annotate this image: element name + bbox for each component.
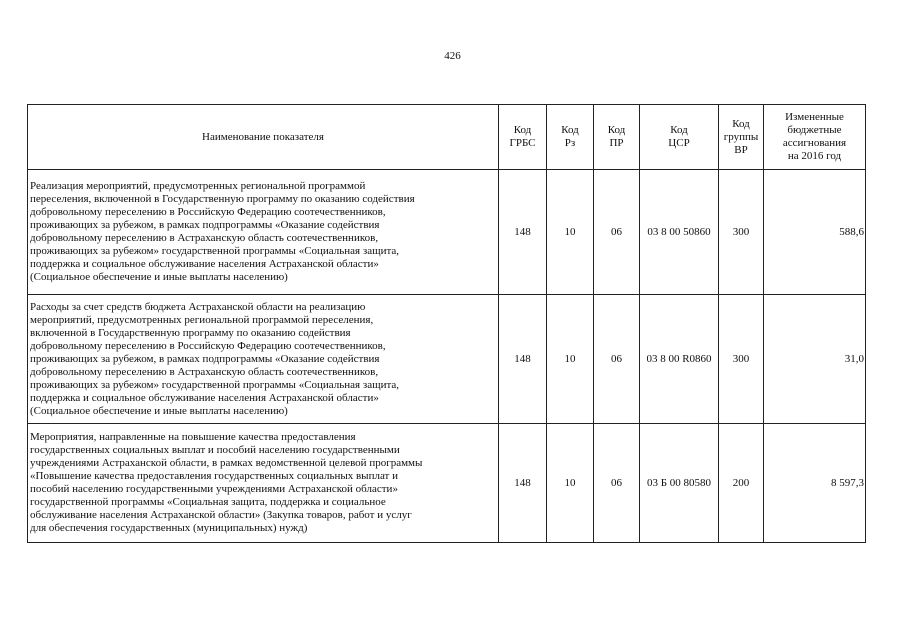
row-amount-cell: 8 597,3 (764, 424, 866, 543)
header-amount-line: бюджетные (787, 124, 842, 136)
header-csr-line: Код (670, 124, 688, 136)
row-rz-cell: 10 (547, 295, 594, 424)
header-amount-line: Измененные (785, 111, 844, 123)
row-vr-cell: 200 (719, 424, 764, 543)
row-name-cell (28, 170, 499, 295)
row-csr-cell: 03 Б 00 80580 (640, 424, 719, 543)
row-name-line: добровольному переселению в Российскую Федерацию соотечественников, (30, 339, 386, 352)
header-amount-line: ассигнования (782, 137, 847, 149)
row-name-line: Реализация мероприятий, предусмотренных региональной программой (30, 180, 366, 192)
header-csr-line: ЦСР (668, 137, 690, 149)
table-row (28, 295, 866, 424)
row-grbs-cell: 148 (499, 424, 547, 543)
budget-table (27, 104, 866, 543)
header-grbs-line: ГРБС (509, 137, 536, 149)
header-grbs (499, 105, 547, 170)
header-csr (640, 105, 719, 170)
row-name-line: «Повышение качества предоставления государственных социальных выплат и (30, 470, 398, 482)
header-pr-line: Код (607, 124, 626, 136)
row-name-line: добровольному переселению в Астраханскую область соотечественников, (30, 365, 379, 378)
row-pr-cell: 06 (594, 170, 640, 295)
header-pr (594, 105, 640, 170)
row-grbs-cell: 148 (499, 295, 547, 424)
table-header-row (28, 105, 866, 170)
header-vr-line: группы (723, 130, 759, 143)
row-name-line: Мероприятия, направленные на повышение качества предоставления (30, 431, 356, 443)
header-name-text: Наименование показателя (202, 130, 324, 143)
row-name-cell (28, 295, 499, 424)
row-name-line: мероприятий, предусмотренных региональной программой переселения, (30, 313, 374, 326)
row-name-line: Расходы за счет средств бюджета Астраханской области на реализацию (30, 300, 366, 313)
row-name-line: добровольному переселению в Астраханскую область соотечественников, (30, 232, 379, 244)
table-row (28, 424, 866, 543)
table-row (28, 170, 866, 295)
header-rz-line: Код (561, 124, 579, 136)
row-grbs-cell: 148 (499, 170, 547, 295)
row-name-line: для обеспечения государственных (муниципальных) нужд) (30, 522, 308, 534)
row-name-line: проживающих за рубежом» государственной программы «Социальная защита, (30, 378, 400, 391)
row-name-line: государственных социальных выплат и пособий населению государственными (30, 444, 400, 456)
row-rz-cell: 10 (547, 170, 594, 295)
row-name-line: проживающих за рубежом, в рамках подпрограммы «Оказание содействия (30, 219, 380, 231)
header-grbs-line: Код (513, 124, 532, 136)
row-name-cell (28, 424, 499, 543)
row-name-line: проживающих за рубежом» государственной программы «Социальная защита, (30, 245, 400, 257)
row-name-line: пособий населению государственными учреждениями Астраханской области» (30, 483, 398, 495)
row-amount-cell: 31,0 (764, 295, 866, 424)
header-vr-line: Код (732, 117, 750, 130)
header-vr (719, 105, 764, 170)
header-name (28, 105, 499, 170)
header-vr-line: ВР (734, 143, 748, 156)
row-csr-cell: 03 8 00 R0860 (640, 295, 719, 424)
row-name-line: поддержка и социальное обслуживание населения Астраханской области» (30, 391, 379, 404)
row-name-line: поддержка и социальное обслуживание населения Астраханской области» (30, 258, 379, 270)
row-name-line: переселения, включенной в Государственную программу по оказанию содействия (30, 193, 415, 205)
row-rz-cell: 10 (547, 424, 594, 543)
row-pr-cell: 06 (594, 424, 640, 543)
header-pr-line: ПР (609, 137, 624, 149)
row-vr-cell: 300 (719, 170, 764, 295)
header-rz (547, 105, 594, 170)
row-name-line: (Социальное обеспечение и иные выплаты населению) (30, 404, 288, 417)
row-name-line: государственной программы «Социальная защита, поддержка и социальное (30, 496, 386, 508)
header-amount-line: на 2016 год (787, 150, 842, 162)
row-name-line: проживающих за рубежом, в рамках подпрограммы «Оказание содействия (30, 352, 380, 365)
row-name-line: (Социальное обеспечение и иные выплаты населению) (30, 271, 288, 283)
page-number: 426 (444, 50, 461, 62)
row-name-line: учреждениями Астраханской области, в рамках ведомственной целевой программы (30, 457, 423, 469)
row-vr-cell: 300 (719, 295, 764, 424)
row-amount-cell: 588,6 (764, 170, 866, 295)
row-pr-cell: 06 (594, 295, 640, 424)
header-amount (764, 105, 866, 170)
row-name-line: обслуживание населения Астраханской области» (Закупка товаров, работ и услуг (30, 509, 412, 521)
row-name-line: включенной в Государственную программу по оказанию содействия (30, 326, 351, 339)
header-rz-line: Рз (564, 137, 576, 149)
row-csr-cell: 03 8 00 50860 (640, 170, 719, 295)
row-name-line: добровольному переселению в Российскую Федерацию соотечественников, (30, 206, 386, 218)
